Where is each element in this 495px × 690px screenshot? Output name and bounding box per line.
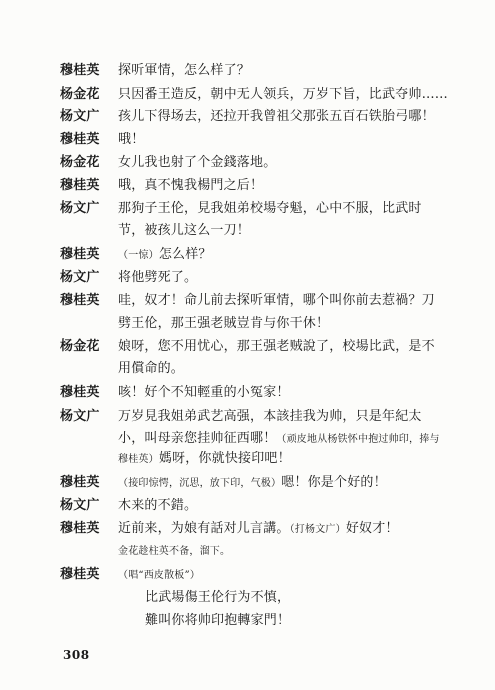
- speaker-name: 穆桂英: [60, 132, 100, 147]
- speaker-name: 杨文广: [60, 201, 100, 216]
- speaker-name: 杨金花: [60, 87, 100, 102]
- page-number: 308: [63, 648, 90, 662]
- speaker-name: 穆桂英: [60, 63, 100, 78]
- dialogue-text: 咳！好个不知輕重的小冤家！: [118, 385, 290, 400]
- dialogue-text: 嗯！你是个好的！: [281, 475, 387, 490]
- dialogue-group: [118, 430, 440, 449]
- dialogue-text: 娘呀，您不用忧心，那王强老贼說了，校場比武，是不: [118, 339, 435, 354]
- dialogue-text: 近前来，为娘有話对儿言講。: [118, 521, 290, 536]
- dialogue-text: 用償命的。: [118, 361, 185, 376]
- speaker-name: 杨文广: [60, 498, 100, 513]
- stage-direction: （顽皮地从杨铁怀中抱过帅印，捧与: [276, 434, 440, 445]
- dialogue-text: 万岁見我姐弟武艺高强，本該挂我为帅，只是年紀太: [118, 409, 422, 424]
- dialogue-text: 媽呀，你就快接印吧！: [158, 451, 291, 466]
- speaker-name: 杨文广: [60, 409, 100, 424]
- dialogue-text: 孩儿下得场去，还拉开我曾祖父那张五百石铁胎弓哪！: [118, 109, 435, 124]
- verse-text: 難叫你将帅印抱轉家門！: [145, 613, 291, 628]
- dialogue-text: 节，被孩儿这么一刀！: [118, 223, 251, 238]
- dialogue-text: 女儿我也射了个金錢落地。: [118, 155, 277, 170]
- speaker-name: 杨文广: [60, 270, 100, 285]
- speaker-name: 穆桂英: [60, 475, 100, 490]
- dialogue-text: 好奴才！: [345, 521, 399, 536]
- dialogue-group: [118, 566, 200, 585]
- stage-direction: （唱“西皮散板”）: [118, 570, 201, 581]
- dialogue-text: 将他劈死了。: [118, 270, 198, 285]
- stage-direction: （打杨文广）: [289, 524, 346, 535]
- stage-direction: （接印惊愕，沉思，放下印，气极）: [118, 478, 282, 489]
- stage-direction: 金花趁柱英不备，溜下。: [118, 546, 231, 557]
- speaker-name: 穆桂英: [60, 293, 100, 308]
- dialogue-text: 探听軍情，怎么样了？: [118, 63, 251, 78]
- dialogue-text: 哦！: [118, 132, 145, 147]
- speaker-name: 穆桂英: [60, 521, 100, 536]
- dialogue-group: [118, 450, 291, 469]
- dialogue-group: [118, 474, 387, 493]
- speaker-name: 杨文广: [60, 109, 100, 124]
- speaker-name: 穆桂英: [60, 178, 100, 193]
- dialogue-text: 劈王伦，那王强老賊豈肯与你干休！: [118, 316, 330, 331]
- speaker-name: 穆桂英: [60, 567, 100, 582]
- dialogue-text: 哦，真不愧我楊門之后！: [118, 178, 264, 193]
- verse-text: 比武場傷王伦行为不慎，: [145, 590, 291, 605]
- dialogue-group: [118, 520, 399, 539]
- stage-direction: （一惊）: [118, 250, 159, 261]
- speaker-name: 杨金花: [60, 155, 100, 170]
- dialogue-text: 那狗子王伦，見我姐弟校場夺魁，心中不服，比武时: [118, 201, 422, 216]
- speaker-name: 穆桂英: [60, 385, 100, 400]
- dialogue-text: 小，叫母亲您挂帅征西哪！: [118, 431, 277, 446]
- stage-direction: 穆桂英）: [118, 454, 159, 465]
- dialogue-text: 怎么样？: [158, 247, 212, 262]
- speaker-name: 穆桂英: [60, 247, 100, 262]
- speaker-name: 杨金花: [60, 339, 100, 354]
- dialogue-text: 只因番王造反，朝中无人领兵，万岁下旨，比武夺帅……: [118, 87, 449, 102]
- dialogue-text: 哇，奴才！命儿前去探听軍情，哪个叫你前去惹禍？刀: [118, 293, 435, 308]
- dialogue-text: 木来的不錯。: [118, 498, 198, 513]
- dialogue-group: [118, 246, 212, 265]
